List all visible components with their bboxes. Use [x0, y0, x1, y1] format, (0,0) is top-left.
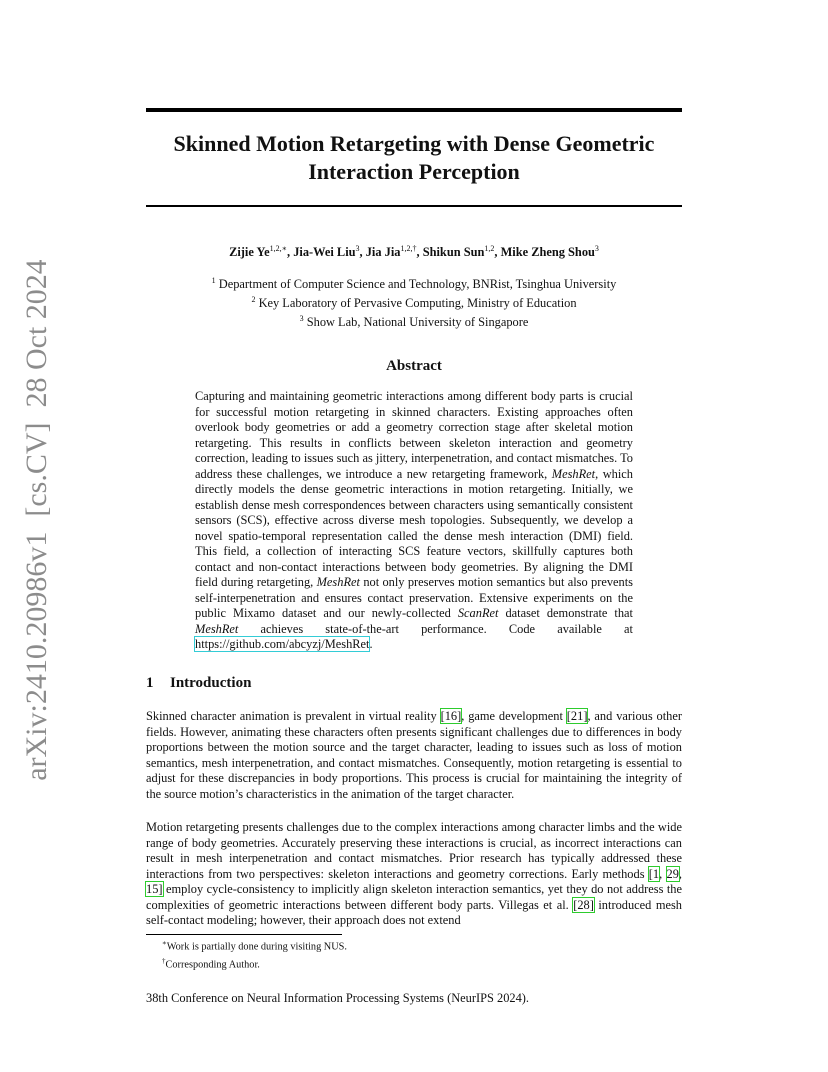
paragraph-text: Skinned character animation is prevalent in virtual reality	[146, 709, 437, 723]
author-separator: ,	[359, 245, 366, 260]
abstract-text: dataset demonstrate that	[505, 606, 633, 620]
author-separator: ,	[287, 245, 294, 260]
author-name: Jia-Wei Liu	[293, 245, 356, 260]
paper-title-line-2: Interaction Perception	[308, 159, 520, 184]
author-mark: 1,2,∗	[269, 244, 288, 253]
author-separator: ,	[494, 245, 501, 260]
arxiv-stamp-text: arXiv:2410.20986v1 [cs.CV] 28 Oct 2024	[20, 260, 53, 780]
citation-link[interactable]: 15]	[146, 882, 163, 896]
footnote	[162, 954, 682, 972]
author-mark: 3	[594, 244, 599, 253]
author-name: Zijie Ye	[229, 245, 270, 260]
affiliation-mark: 1	[211, 276, 216, 285]
affiliation-text: Department of Computer Science and Technology, BNRist, Tsinghua University	[218, 277, 617, 292]
paragraph-text: employ cycle-consistency to implicitly align skeleton interaction semantics, yet they do not address the complexities of geometric interactions between different body parts. Villegas et al.	[146, 882, 682, 912]
conference-note: 38th Conference on Neural Information Processing Systems (NeurIPS 2024).	[146, 991, 530, 1005]
abstract-text: not only preserves motion semantics but also prevents self-interpenetration and ensures contact preservation. Extensive experiments on the public Mixamo dataset and our newly-collected	[195, 575, 634, 620]
paragraph-text: , and various other fields. However, animating these characters often presents significant challenges due to differences in body proportions between the motion source and the target character, leading to issues such as loss of motion semantics, mesh interpenetration, and contact mismatches. Consequently, motion retargeting is essential to adjust for these discrepancies in body proportions. This process is crucial for maintaining the integrity of the source motion’s characteristics in the animation of the target character.	[146, 709, 683, 801]
citation-link[interactable]: 29	[666, 866, 679, 881]
affiliation-line	[146, 292, 682, 311]
author-name: Mike Zheng Shou	[500, 245, 595, 260]
paragraph-text: Motion retargeting presents challenges due to the complex interactions among character limbs and the wide range of body geometries. Accurately preserving these interactions is crucial, as incorrect interactions can result in mesh interpenetration and contact mismatches. Prior research has typically addressed these interactions from two perspectives: skeleton interactions and geometry corrections. Early methods	[146, 820, 682, 881]
abstract-text: .	[369, 637, 373, 651]
citation-link[interactable]: [21]	[566, 709, 588, 723]
footnote	[162, 936, 682, 954]
footnote-text: Work is partially done during visiting NUS.	[166, 941, 347, 953]
citation-link[interactable]: [16]	[440, 709, 462, 723]
author-name: Jia Jia	[365, 245, 401, 260]
paper-title	[146, 130, 682, 186]
author-mark: 3	[355, 244, 360, 253]
affiliation-text: Show Lab, National University of Singapore	[306, 315, 529, 330]
abstract-heading: Abstract	[386, 358, 442, 374]
abstract-text: Capturing and maintaining geometric interactions among different body parts is crucial for successful motion retargeting in skinned characters. Existing approaches often overlook body geometries or add a geometry correction stage after skeletal motion retargeting. This results in conflicts between skeleton interaction and geometry correction, leading to issues such as jittery, interpenetration, and contact mismatches. To address these challenges, we introduce a new retargeting framework,	[195, 389, 633, 481]
section-title: Introduction	[170, 675, 252, 691]
meshret-name: MeshRet	[316, 575, 360, 589]
footnotes	[162, 936, 682, 973]
author-separator: ,	[416, 245, 423, 260]
code-link[interactable]: https://github.com/abcyzj/MeshRet	[195, 637, 370, 651]
affiliation-mark: 2	[251, 295, 256, 305]
footnote-rule	[146, 934, 342, 935]
scanret-name: ScanRet	[457, 606, 499, 620]
author-list	[146, 241, 682, 260]
title-rule-top	[146, 108, 682, 112]
citation-link[interactable]: [28]	[573, 897, 594, 912]
affiliation-list	[146, 273, 682, 330]
intro-paragraph-2: Motion retargeting presents challenges due to the complex interactions among character limbs and the wide range of body geometries. Accurately preserving these interactions is crucial, as incorrect interactions can result in mesh interpenetration and contact mismatches. Prior research has typically addressed these interactions from two perspectives: skeleton interactions and geometry corrections. Early methods [1, 29, 15] employ cycle-consistency to implicitly align skeleton interaction semantics, yet they do not address the complexities of geometric interactions between different body parts. Villegas et al. [28] introduced mesh self-contact modeling; however, their approach does not extend	[146, 820, 682, 927]
footnote-text: Corresponding Author.	[165, 959, 260, 971]
author-mark: 1,2,†	[400, 244, 417, 253]
intro-paragraph-1	[146, 709, 682, 802]
paragraph-text: , game development	[461, 709, 563, 723]
section-number: 1	[146, 675, 154, 691]
footnote-mark: †	[162, 957, 166, 966]
abstract-text: , which directly models the dense geometric interactions in motion retargeting. Initially, we establish dense mesh correspondences between characters using semantically consistent sensors (SCS), effective across diverse mesh topologies. Subsequently, we develop a novel spatio-temporal representation called the dense mesh interaction (DMI) field. This field, a collection of interacting SCS feature vectors, skillfully captures both contact and non-contact interactions between body geometries. By aligning the DMI field during retargeting,	[195, 466, 633, 589]
title-rule-bottom	[146, 205, 682, 207]
arxiv-stamp-svg	[10, 260, 60, 780]
citation-link[interactable]: [1	[648, 866, 660, 881]
affiliation-text: Key Laboratory of Pervasive Computing, Ministry of Education	[258, 296, 577, 311]
affiliation-line	[146, 273, 682, 292]
author-name: Shikun Sun	[422, 245, 485, 260]
paper-title-line-1: Skinned Motion Retargeting with Dense Geometric	[173, 131, 655, 156]
meshret-name: MeshRet	[551, 466, 596, 481]
affiliation-line	[146, 311, 682, 330]
abstract-text: achieves state-of-the-art performance. Code available at	[260, 621, 634, 636]
paragraph-text: introduced mesh self-contact modeling; however, their approach does not extend	[146, 897, 682, 927]
affiliation-mark: 3	[299, 314, 304, 324]
section-heading-introduction	[146, 675, 682, 692]
abstract-body	[195, 389, 633, 653]
footnote-mark: ∗	[162, 939, 167, 947]
meshret-name: MeshRet	[195, 621, 239, 636]
arxiv-stamp	[10, 260, 60, 780]
author-mark: 1,2	[484, 244, 495, 253]
